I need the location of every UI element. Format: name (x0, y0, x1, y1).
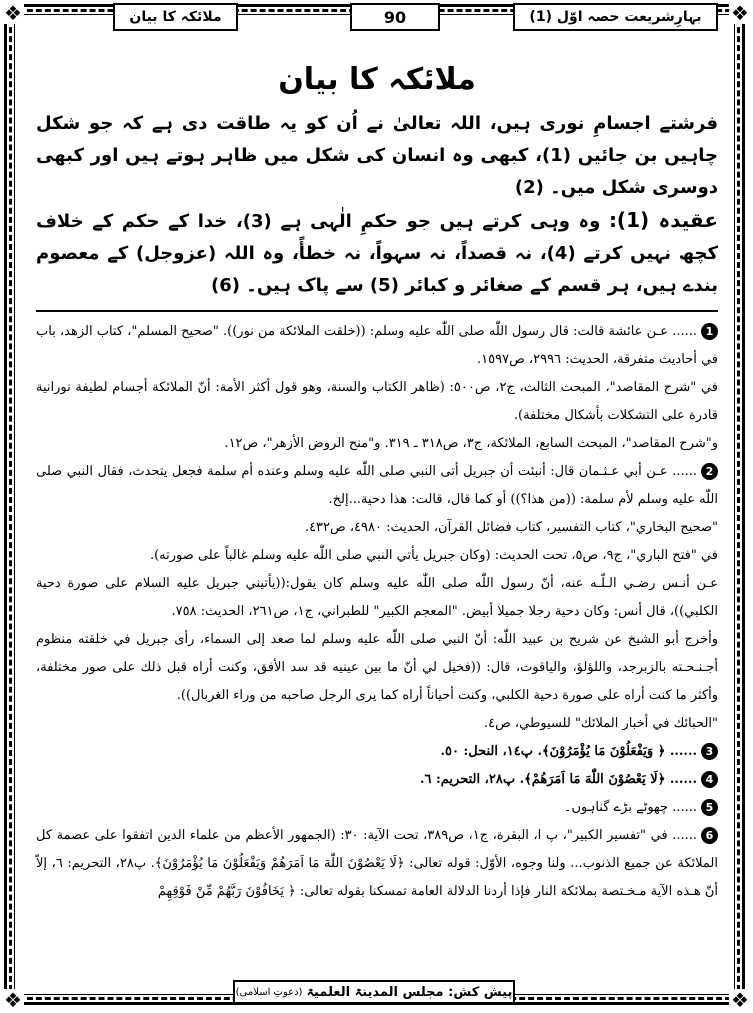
footnote-number: 5 (701, 799, 718, 816)
page-title: ملائکہ کا بیان (278, 62, 476, 97)
footnote-number: 6 (701, 827, 718, 844)
footnote-text: و"شرح المقاصد"، المبحث السابع، الملائكة، ج٣، ص٣١٨ ـ ٣١٩. و"منح الروض الأزهر"، ص١٢. (224, 436, 718, 451)
footnote-5: 5...... چھوٹے بڑے گناہوں۔ (36, 794, 718, 822)
page-number: 90 (350, 3, 440, 31)
footnote-3: 3...... ﴿ وَيَفْعَلُوْنَ مَا يُؤْمَرُوْنَ﴾. پ١٤، النحل: ٥٠. (36, 738, 718, 766)
footer-sub: (دعوتِ اسلامی) (235, 986, 303, 998)
corner-ornament-icon: ❖ (2, 2, 24, 24)
aqida-paragraph (36, 204, 718, 302)
footnote-text: في "شرح المقاصد"، المبحث الثالث، ج٢، ص٥٠٠: (ظاهر الكتاب والسنة، وهو قول أكثر الأمة: أنّ الملائكة أجسام لطيفة نورانية قادرة على التشكلات بأشكال مختلفة). (36, 380, 718, 423)
footnote-4: 4...... ﴿لَا يَعْصُوْنَ اللّٰهَ مَا اَمَرَهُمْ﴾. پ٢٨، التحريم: ٦. (36, 766, 718, 794)
aqida-text: وہ وہی کرتے ہیں جو حکمِ الٰہی ہے (3)، خدا کے حکم کے خلاف کچھ نہیں کرتے (4)، نہ قصداً، نہ سہواً، نہ خطأً، وہ اللہ (عزوجل) کے معصوم بندے ہیں، ہر قسم کے صغائر و کبائر (5) سے پاک ہیں۔ (6) (36, 211, 718, 296)
footnote-text: في "فتح الباري"، ج٩، ص٥، تحت الحديث: (وكان جبريل يأتي النبي صلى اللّٰه عليه وسلم غالباً على صورته). (149, 548, 718, 563)
aqida-label: عقیدہ (1): (608, 208, 718, 232)
footnote-number: 4 (701, 771, 718, 788)
footnote-6: 6...... في "تفسير الكبير"، پ ا، البقرة، ج١، ص٣٨٩، تحت الآية: ٣٠: (الجمهور الأعظم من علماء الدين اتفقوا على عصمة كل الملائكة عن جميع الذنوب... ولنا وجوه، الأوّل: قوله تعالى: ﴿لَا يَعْصُوْنَ اللّٰهَ مَا اَمَرَهُمْ وَيَفْعَلُوْنَ مَا يُؤْمَرُوْنَ﴾. پ٢٨، التحريم: ٦، إلاّ أنّ هـذه الآية مـخـتصة بملائكة النار فإذا أردنا الدلالة العامة تمسكنا بقوله تعالى: ﴿ يَخَافُوْنَ رَبَّهُمْ مِّنْ فَوْقِهِمْ (36, 828, 718, 899)
footer-label: پیش کش: (448, 984, 513, 1000)
footer-org: مجلس المدینۃ العلمیۃ (306, 984, 444, 1000)
footnote-text: "صحيح البخاري"، كتاب التفسير، كتاب فضائل القرآن، الحديث: ٤٩٨٠، ص٤٣٢. (304, 520, 718, 535)
corner-ornament-icon: ❖ (729, 989, 751, 1011)
book-header: بہارِشریعت حصہ اوّل (1) (513, 3, 718, 31)
footnote-number: 1 (701, 323, 718, 340)
footnote-text: عـن أنـس رضـي الـلّـه عنه، أنّ رسول اللّٰه صلى اللّٰه عليه وسلم كان يقول:((يأتيني جبريل عليه السلام على صورة دحية الكلبي))، قال أنس: وكان دحية رجلا جميلا أبيض. "المعجم الكبير" للطبراني، ج١، ص٢٦١، الحديث: ٧٥٨. (36, 576, 718, 619)
footnote-1: 1...... عـن عائشة قالت: قال رسول اللّٰه صلى اللّٰه عليه وسلم: ((خلقت الملائكة من نور)). "صحيح المسلم"، كتاب الزهد، باب في أحاديث متفرقة، الحديث: ٢٩٩٦، ص١٥٩٧. (36, 324, 718, 367)
footnote-number: 2 (701, 463, 718, 480)
corner-ornament-icon: ❖ (729, 2, 751, 24)
corner-ornament-icon: ❖ (2, 989, 24, 1011)
footnote-divider (36, 310, 718, 312)
footnote-text: "الحبائك في أخبار الملائك" للسيوطي، ص٤. (483, 716, 718, 731)
footnote-number: 3 (701, 743, 718, 760)
publisher-footer (233, 980, 515, 1004)
footnote-2: 2...... عـن أبي عـثـمان قال: أنبئت أن جبريل أتى النبي صلى اللّٰه عليه وسلم وعنده أم سلمة فجعل يتحدث، فقال النبي صلى اللّٰه عليه وسلم لأم سلمة: ((من هذا؟)) أو كما قال، قالت: هذا دحية...إلخ. (36, 464, 718, 507)
body-paragraph: فرشتے اجسامِ نوری ہیں، اللہ تعالیٰ نے اُن کو یہ طاقت دی ہے کہ جو شکل چاہیں بن جائیں (1)، کبھی وہ انسان کی شکل میں ظاہر ہوتے ہیں اور کبھی دوسری شکل میں۔ (2) (36, 113, 718, 198)
chapter-header: ملائکہ کا بیان (113, 3, 238, 31)
footnote-text: وأخرج أبو الشيخ عن شريح بن عبيد اللّٰه: أنّ النبي صلى اللّٰه عليه وسلم لما صعد إلى السماء، رأى جبريل في خلقته منظوم أجـنـحـته بالزبرجد، واللؤلؤ، والياقوت، قال: ((فخيل لي أنّ ما بين عينيه قد سد الأفق، وكنت أراه قبل ذلك على صور مختلفة، وأكثر ما كنت أراه على صورة دحية الكلبي، وكنت أحياناً أراه كما يرى الرجل صاحبه من وراء الغربال)). (36, 632, 718, 703)
page-content (36, 60, 718, 906)
